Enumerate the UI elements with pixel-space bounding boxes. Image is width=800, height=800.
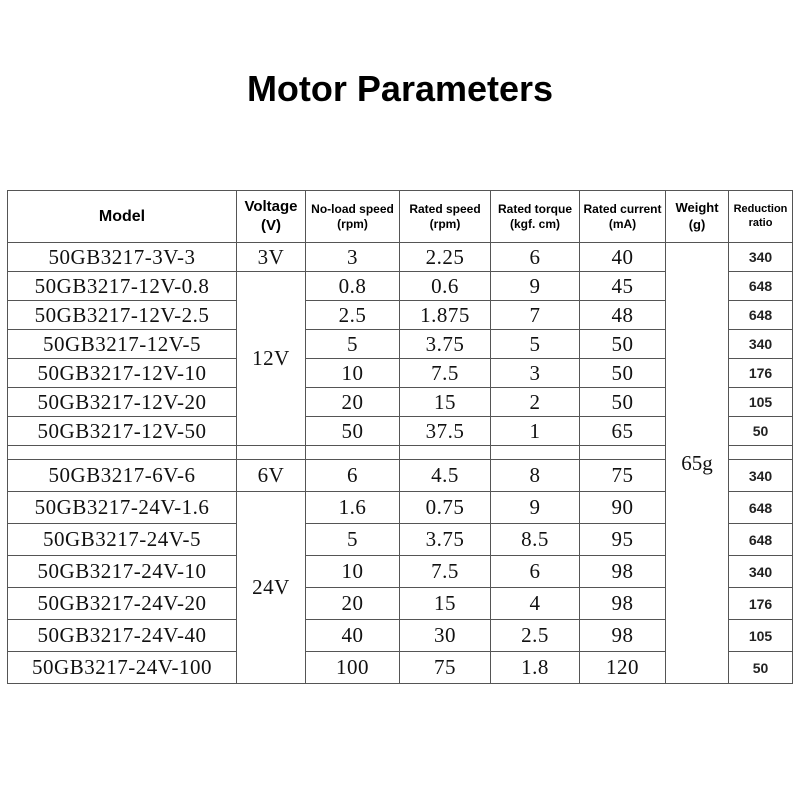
model-cell: 50GB3217-24V-20 <box>8 588 237 620</box>
rated-torque-cell: 7 <box>491 301 580 330</box>
rated-current-cell: 98 <box>580 588 666 620</box>
rated-speed-cell: 7.5 <box>400 556 491 588</box>
rated-speed-cell: 3.75 <box>400 524 491 556</box>
model-cell: 50GB3217-24V-1.6 <box>8 492 237 524</box>
noload-speed-cell: 0.8 <box>306 272 400 301</box>
voltage-cell: 12V <box>237 272 306 446</box>
rated-torque-cell: 1 <box>491 417 580 446</box>
spacer-cell <box>237 446 306 460</box>
model-cell: 50GB3217-24V-100 <box>8 652 237 684</box>
reduction-ratio-cell: 648 <box>729 272 793 301</box>
rated-torque-cell: 8.5 <box>491 524 580 556</box>
reduction-ratio-cell: 176 <box>729 588 793 620</box>
reduction-ratio-cell: 340 <box>729 460 793 492</box>
spacer-cell <box>400 446 491 460</box>
noload-speed-cell: 1.6 <box>306 492 400 524</box>
reduction-ratio-cell: 105 <box>729 620 793 652</box>
voltage-cell: 6V <box>237 460 306 492</box>
rated-current-cell: 45 <box>580 272 666 301</box>
spacer-cell <box>8 446 237 460</box>
spacer-cell <box>729 446 793 460</box>
rated-speed-cell: 15 <box>400 588 491 620</box>
header-rated-torque: Rated torque (kgf. cm) <box>491 191 580 243</box>
rated-torque-cell: 4 <box>491 588 580 620</box>
page-title: Motor Parameters <box>246 68 554 109</box>
model-cell: 50GB3217-12V-20 <box>8 388 237 417</box>
header-rated-current: Rated current (mA) <box>580 191 666 243</box>
noload-speed-cell: 5 <box>306 330 400 359</box>
table-body <box>8 243 793 684</box>
rated-speed-cell: 15 <box>400 388 491 417</box>
reduction-ratio-cell: 340 <box>729 330 793 359</box>
header-voltage: Voltage (V) <box>237 191 306 243</box>
rated-current-cell: 120 <box>580 652 666 684</box>
reduction-ratio-cell: 50 <box>729 417 793 446</box>
rated-torque-cell: 2.5 <box>491 620 580 652</box>
rated-torque-cell: 6 <box>491 243 580 272</box>
table-row <box>8 243 793 272</box>
noload-speed-cell: 10 <box>306 359 400 388</box>
noload-speed-cell: 40 <box>306 620 400 652</box>
rated-current-cell: 65 <box>580 417 666 446</box>
rated-current-cell: 95 <box>580 524 666 556</box>
voltage-cell: 24V <box>237 492 306 684</box>
spacer-cell <box>580 446 666 460</box>
rated-speed-cell: 37.5 <box>400 417 491 446</box>
rated-torque-cell: 3 <box>491 359 580 388</box>
header-noload-speed: No-load speed (rpm) <box>306 191 400 243</box>
model-cell: 50GB3217-3V-3 <box>8 243 237 272</box>
model-cell: 50GB3217-24V-5 <box>8 524 237 556</box>
model-cell: 50GB3217-24V-10 <box>8 556 237 588</box>
rated-current-cell: 50 <box>580 388 666 417</box>
header-model: Model <box>8 191 237 243</box>
model-cell: 50GB3217-12V-2.5 <box>8 301 237 330</box>
rated-current-cell: 50 <box>580 330 666 359</box>
header-reduction-ratio: Reduction ratio <box>729 191 793 243</box>
model-cell: 50GB3217-12V-50 <box>8 417 237 446</box>
noload-speed-cell: 100 <box>306 652 400 684</box>
reduction-ratio-cell: 340 <box>729 556 793 588</box>
rated-speed-cell: 30 <box>400 620 491 652</box>
noload-speed-cell: 20 <box>306 388 400 417</box>
header-rated-speed: Rated speed (rpm) <box>400 191 491 243</box>
noload-speed-cell: 5 <box>306 524 400 556</box>
reduction-ratio-cell: 176 <box>729 359 793 388</box>
rated-torque-cell: 6 <box>491 556 580 588</box>
rated-speed-cell: 3.75 <box>400 330 491 359</box>
rated-current-cell: 98 <box>580 620 666 652</box>
reduction-ratio-cell: 648 <box>729 492 793 524</box>
model-cell: 50GB3217-12V-5 <box>8 330 237 359</box>
header-row <box>8 191 793 243</box>
noload-speed-cell: 10 <box>306 556 400 588</box>
reduction-ratio-cell: 105 <box>729 388 793 417</box>
model-cell: 50GB3217-12V-0.8 <box>8 272 237 301</box>
noload-speed-cell: 50 <box>306 417 400 446</box>
rated-speed-cell: 0.75 <box>400 492 491 524</box>
rated-current-cell: 48 <box>580 301 666 330</box>
spacer-cell <box>306 446 400 460</box>
model-cell: 50GB3217-6V-6 <box>8 460 237 492</box>
noload-speed-cell: 20 <box>306 588 400 620</box>
rated-speed-cell: 2.25 <box>400 243 491 272</box>
noload-speed-cell: 2.5 <box>306 301 400 330</box>
noload-speed-cell: 6 <box>306 460 400 492</box>
rated-torque-cell: 1.8 <box>491 652 580 684</box>
rated-torque-cell: 9 <box>491 492 580 524</box>
reduction-ratio-cell: 340 <box>729 243 793 272</box>
rated-current-cell: 98 <box>580 556 666 588</box>
reduction-ratio-cell: 50 <box>729 652 793 684</box>
reduction-ratio-cell: 648 <box>729 301 793 330</box>
header-weight: Weight (g) <box>666 191 729 243</box>
rated-current-cell: 40 <box>580 243 666 272</box>
voltage-cell: 3V <box>237 243 306 272</box>
rated-torque-cell: 2 <box>491 388 580 417</box>
motor-parameters-table <box>7 190 793 684</box>
rated-speed-cell: 0.6 <box>400 272 491 301</box>
rated-torque-cell: 9 <box>491 272 580 301</box>
rated-speed-cell: 1.875 <box>400 301 491 330</box>
reduction-ratio-cell: 648 <box>729 524 793 556</box>
rated-speed-cell: 7.5 <box>400 359 491 388</box>
model-cell: 50GB3217-24V-40 <box>8 620 237 652</box>
rated-speed-cell: 4.5 <box>400 460 491 492</box>
rated-current-cell: 90 <box>580 492 666 524</box>
spacer-cell <box>491 446 580 460</box>
rated-current-cell: 50 <box>580 359 666 388</box>
rated-current-cell: 75 <box>580 460 666 492</box>
weight-cell: 65g <box>666 243 729 684</box>
noload-speed-cell: 3 <box>306 243 400 272</box>
rated-torque-cell: 8 <box>491 460 580 492</box>
model-cell: 50GB3217-12V-10 <box>8 359 237 388</box>
rated-torque-cell: 5 <box>491 330 580 359</box>
rated-speed-cell: 75 <box>400 652 491 684</box>
